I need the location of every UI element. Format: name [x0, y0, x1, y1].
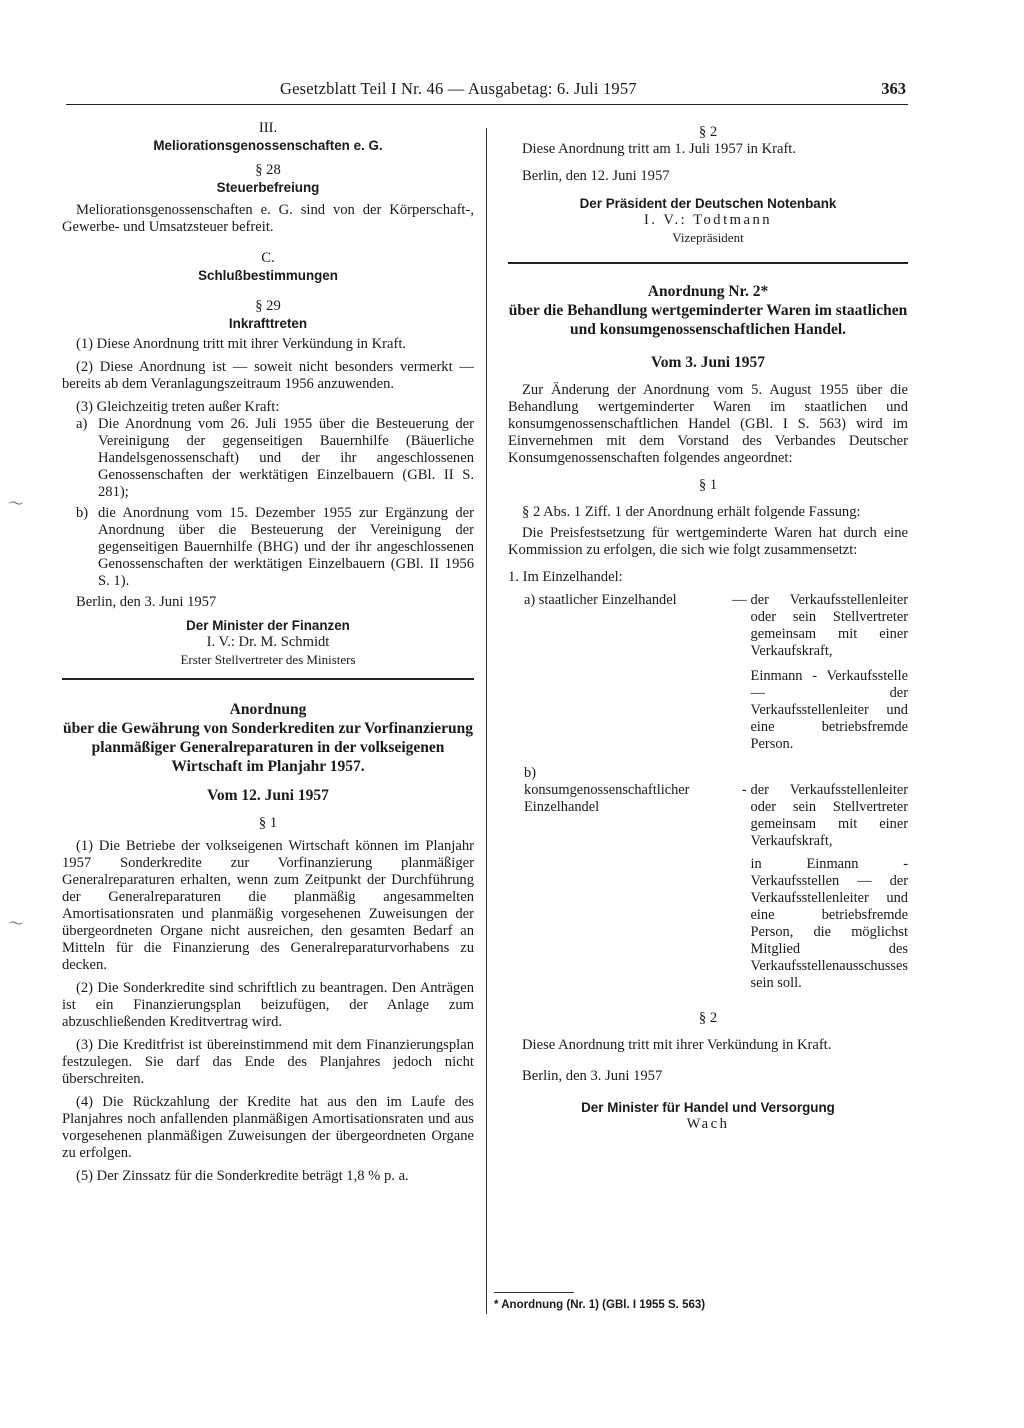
item-1-heading: 1. Im Einzelhandel:	[508, 569, 623, 585]
document-date: Vom 3. Juni 1957	[651, 354, 765, 371]
part-c-heading: C.	[261, 250, 275, 266]
commission-table	[508, 592, 908, 992]
section-29-title: Inkrafttreten	[228, 316, 308, 331]
document-title: Anordnung	[229, 701, 307, 718]
part-title: Meliorationsgenossenschaften e. G.	[153, 138, 383, 153]
section-1-number: § 1	[258, 815, 278, 831]
left-column	[62, 120, 474, 1185]
row-dash: —	[732, 592, 747, 608]
footnote-text: * Anordnung (Nr. 1) (GBl. I 1955 S. 563)	[494, 1299, 706, 1311]
section-29-paragraph-2: (2) Diese Anordnung ist — soweit nicht besonders vermerkt — bereits ab dem Veranlagungszeitraum 1956 anzuwenden.	[62, 359, 474, 392]
row-text-2: Einmann - Verkaufsstelle — der Verkaufsstellenleiter und eine betriebsfremde Person.	[750, 668, 908, 752]
document-date: Vom 12. Juni 1957	[207, 787, 329, 804]
table-row	[508, 765, 908, 850]
section-28-number: § 28	[255, 162, 281, 178]
document-subtitle: über die Gewährung von Sonderkrediten zur Vorfinanzierung planmäßiger Generalreparaturen in der volkseigenen Wirtschaft im Planjahr 1957.	[63, 720, 473, 775]
section-1-number: § 1	[698, 477, 718, 493]
section-2-number: § 2	[698, 124, 718, 140]
place-date: Berlin, den 12. Juni 1957	[522, 168, 670, 184]
section-28-title: Steuerbefreiung	[216, 180, 320, 195]
row-text-1: der Verkaufsstellenleiter oder sein Stellvertreter gemeinsam mit einer Verkaufskraft,	[750, 782, 908, 849]
section-29-number: § 29	[255, 298, 281, 314]
table-row	[508, 660, 908, 668]
row-label: b) konsumgenossenschaftlicher Einzelhandel	[524, 765, 690, 815]
place-date: Berlin, den 3. Juni 1957	[76, 594, 217, 610]
signatory-name: I. V.: Todtmann	[643, 212, 773, 228]
table-row	[508, 592, 908, 660]
page-header	[66, 80, 908, 105]
paragraph-3: (3) Die Kreditfrist ist übereinstimmend mit dem Finanzierungsplan festzulegen. Sie darf das Ende des Planjahres jedoch nicht überschreiten.	[62, 1037, 474, 1087]
margin-mark: 〜	[8, 496, 25, 513]
row-text-1: der Verkaufsstellenleiter oder sein Stellvertreter gemeinsam mit einer Verkaufskraft,	[750, 592, 908, 659]
list-text: Die Anordnung vom 26. Juli 1955 über die Besteuerung der Vereinigung der gegenseitigen Bauernhilfe (Bäuerliche Handelsgenossenschaft) und der ihr angeschlossenen Genossenschaften der werktätigen Einzelbauern (GBl. II S. 281);	[98, 416, 474, 500]
signatory-name: Wach	[686, 1116, 730, 1132]
right-column	[508, 124, 908, 1133]
signatory-title: Der Minister für Handel und Versorgung	[581, 1100, 835, 1115]
list-label: a)	[76, 416, 88, 432]
row-dash: -	[741, 782, 747, 798]
document-subtitle: über die Behandlung wertgeminderter Waren im staatlichen und konsumgenossenschaftlichen Handel.	[508, 302, 908, 338]
section-divider	[508, 262, 908, 264]
paragraph-4: (4) Die Rückzahlung der Kredite hat aus den im Laufe des Planjahres noch anfallenden planmäßigen Amortisationsraten und aus vorgesehenen planmäßigen Zuweisungen der übergeordneten Organe zu erfolgen.	[62, 1094, 474, 1161]
paragraph-1: (1) Die Betriebe der volkseigenen Wirtschaft können im Planjahr 1957 Sonderkredite zur Vorfinanzierung planmäßiger Generalreparaturen erhalten, wenn zum Zeitpunkt der Durchführung der Generalreparaturen die planmäßig angesammelten Amortisationsraten und planmäßig vorgesehenen Zuweisungen der übergeordneten Organe nicht ausreichen, den gesamten Bedarf an Mitteln für die Finanzierung des Generalreparaturvorhabens zu decken.	[62, 838, 474, 973]
document-title: Anordnung Nr. 2*	[647, 283, 769, 300]
section-2-number: § 2	[698, 1010, 718, 1026]
part-roman-heading: III.	[258, 120, 278, 136]
section-29-paragraph-3: (3) Gleichzeitig treten außer Kraft:	[76, 399, 280, 415]
section-2-text: Diese Anordnung tritt am 1. Juli 1957 in Kraft.	[522, 141, 797, 157]
paragraph-5: (5) Der Zinssatz für die Sonderkredite beträgt 1,8 % p. a.	[76, 1168, 409, 1184]
footnote-rule	[494, 1292, 574, 1293]
list-label: b)	[76, 505, 89, 521]
list-text: die Anordnung vom 15. Dezember 1955 zur Ergänzung der Anordnung über die Besteuerung der Vereinigung der gegenseitigen Bauernhilfe (BHG) und der ihr angeschlossenen Genossenschaften der werktätigen Einzelbauern (GBl. II 1956 S. 1).	[98, 505, 474, 589]
section-2-text: Diese Anordnung tritt mit ihrer Verkündung in Kraft.	[522, 1037, 832, 1053]
list-item	[62, 505, 474, 590]
row-text-2: in Einmann - Verkaufsstellen — der Verkaufsstellenleiter und eine betriebsfremde Person, die möglichst Mitglied des Verkaufsstellenausschusses sein soll.	[750, 856, 908, 991]
table-row	[508, 856, 908, 992]
row-text	[751, 592, 908, 660]
section-28-text: Meliorationsgenossenschaften e. G. sind von der Körperschaft-, Gewerbe- und Umsatzsteuer befreit.	[62, 202, 474, 235]
signatory-name: I. V.: Dr. M. Schmidt	[206, 634, 330, 650]
gazette-title: Gesetzblatt Teil I Nr. 46 — Ausgabetag: 6. Juli 1957	[280, 79, 637, 98]
section-29-paragraph-1: (1) Diese Anordnung tritt mit ihrer Verkündung in Kraft.	[76, 336, 407, 352]
list-item	[62, 416, 474, 501]
page-number: 363	[881, 79, 906, 98]
section-divider	[62, 678, 474, 680]
section-1-quote: Die Preisfestsetzung für wertgeminderte Waren hat durch eine Kommission zu erfolgen, die sich wie folgt zusammensetzt:	[508, 525, 908, 558]
table-row	[508, 668, 908, 753]
table-row	[508, 753, 908, 765]
row-label: a) staatlicher Einzelhandel	[524, 592, 677, 608]
section-1-text: § 2 Abs. 1 Ziff. 1 der Anordnung erhält folgende Fassung:	[522, 504, 861, 520]
paragraph-2: (2) Die Sonderkredite sind schriftlich zu beantragen. Den Anträgen ist ein Finanzierungsplan beizufügen, der Anlage zum abzuschließenden Kreditvertrag wird.	[62, 980, 474, 1030]
margin-mark: 〜	[8, 916, 25, 933]
part-c-title: Schlußbestimmungen	[198, 268, 338, 283]
column-divider	[486, 128, 487, 1314]
intro-paragraph: Zur Änderung der Anordnung vom 5. August 1955 über die Behandlung wertgeminderter Waren im staatlichen und konsumgenossenschaftlichen Handel (GBl. I S. 563) wird im Einvernehmen mit dem Vorstand des Verbandes Deutscher Konsumgenossenschaften folgendes angeordnet:	[508, 382, 908, 466]
signatory-title: Der Minister der Finanzen	[186, 618, 350, 633]
signatory-role: Erster Stellvertreter des Ministers	[180, 652, 356, 667]
place-date: Berlin, den 3. Juni 1957	[522, 1068, 663, 1084]
signatory-title: Der Präsident der Deutschen Notenbank	[579, 196, 837, 211]
signatory-role: Vizepräsident	[672, 230, 744, 245]
footnote	[494, 1292, 908, 1314]
